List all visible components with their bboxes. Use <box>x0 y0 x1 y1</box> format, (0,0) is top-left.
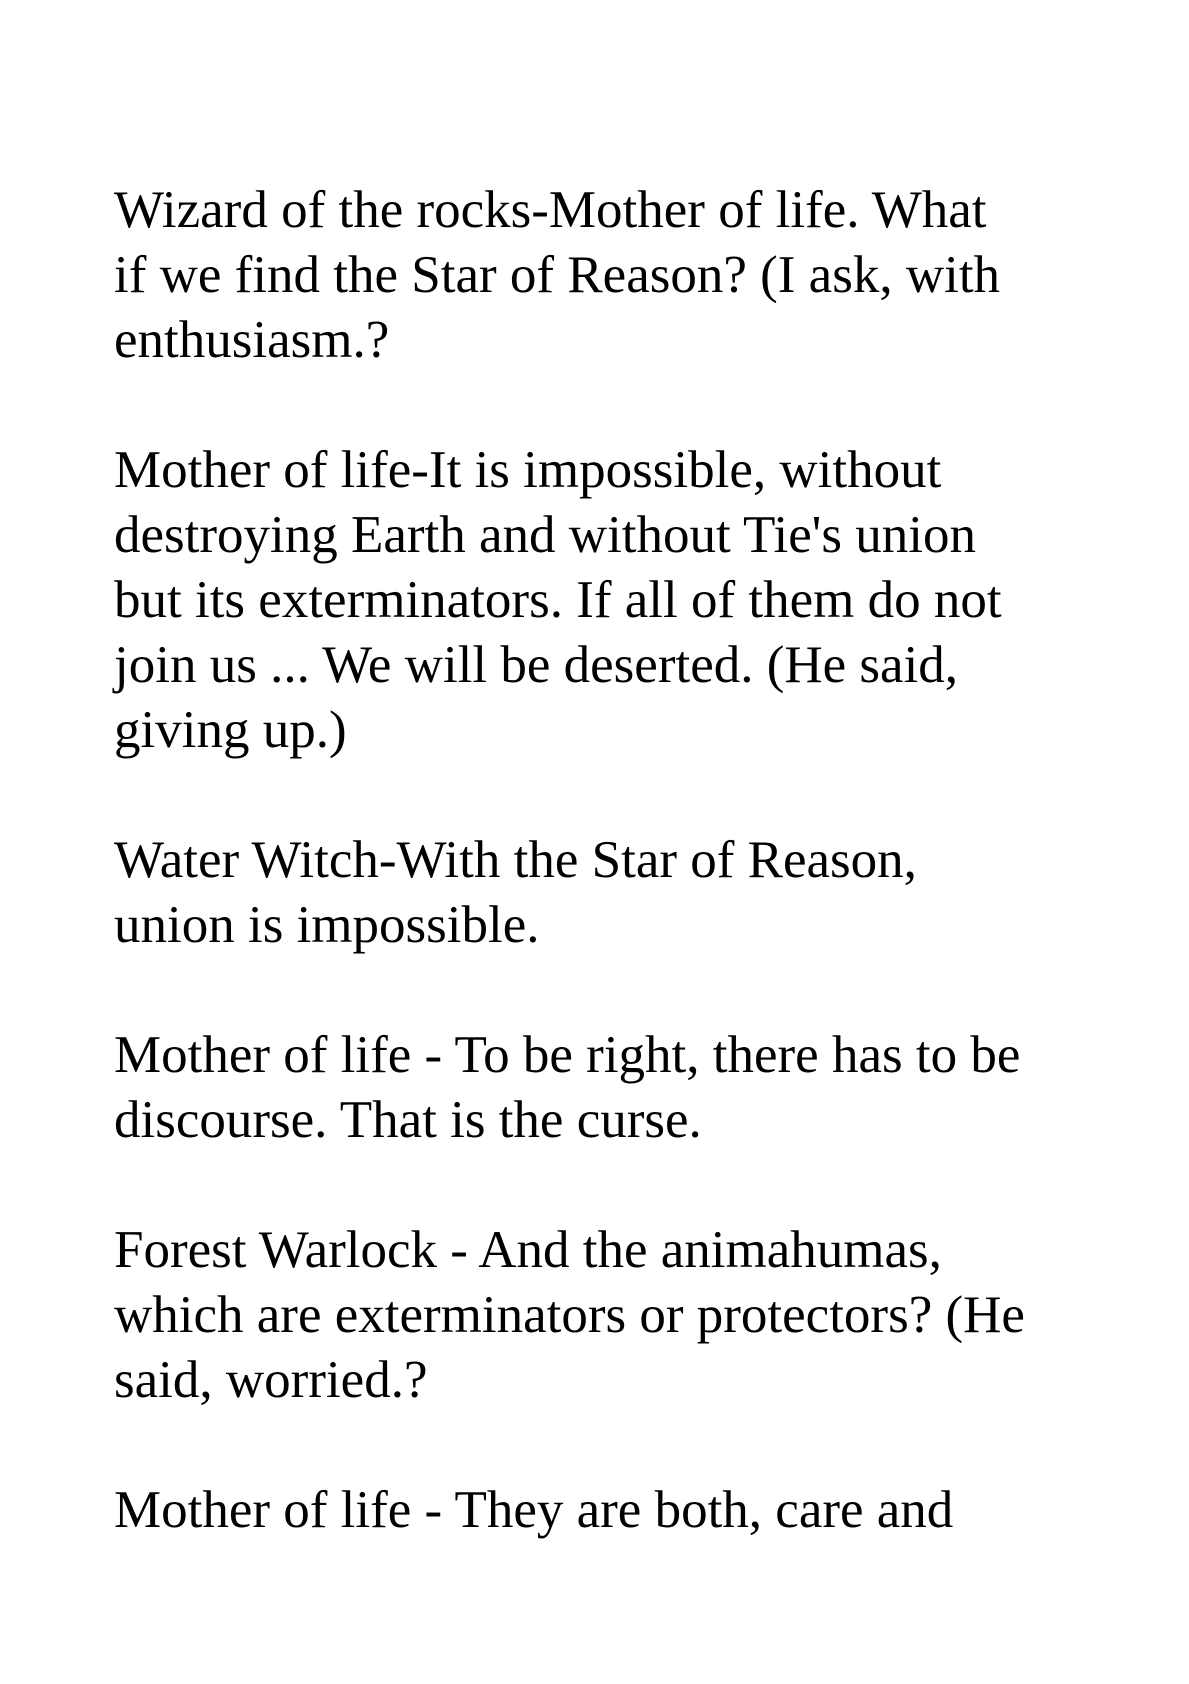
text-line: destroying Earth and without Tie's union <box>114 506 976 564</box>
text-line: said, worried.? <box>114 1351 428 1409</box>
text-line: join us ... We will be deserted. (He said, <box>114 636 959 694</box>
dialogue-text <box>114 178 1134 1608</box>
text-line: Wizard of the rocks-Mother of life. What <box>114 181 987 239</box>
text-line: union is impossible. <box>114 896 540 954</box>
text-line: giving up.) <box>114 701 347 759</box>
paragraph-mother-of-life-1 <box>114 438 1134 763</box>
paragraph-mother-of-life-3 <box>114 1478 1134 1543</box>
text-line: discourse. That is the curse. <box>114 1091 702 1149</box>
paragraph-mother-of-life-2 <box>114 1023 1134 1153</box>
text-line: Mother of life - They are both, care and <box>114 1481 954 1539</box>
paragraph-forest-warlock <box>114 1218 1134 1413</box>
text-line: Forest Warlock - And the animahumas, <box>114 1221 942 1279</box>
paragraph-water-witch <box>114 828 1134 958</box>
paragraph-wizard-of-the-rocks <box>114 178 1134 373</box>
text-line: but its exterminators. If all of them do not <box>114 571 1002 629</box>
text-line: enthusiasm.? <box>114 311 390 369</box>
text-line: Mother of life - To be right, there has to be <box>114 1026 1021 1084</box>
text-line: Water Witch-With the Star of Reason, <box>114 831 917 889</box>
text-line: which are exterminators or protectors? (He <box>114 1286 1025 1344</box>
text-line: if we find the Star of Reason? (I ask, with <box>114 246 1001 304</box>
text-line: Mother of life-It is impossible, without <box>114 441 942 499</box>
